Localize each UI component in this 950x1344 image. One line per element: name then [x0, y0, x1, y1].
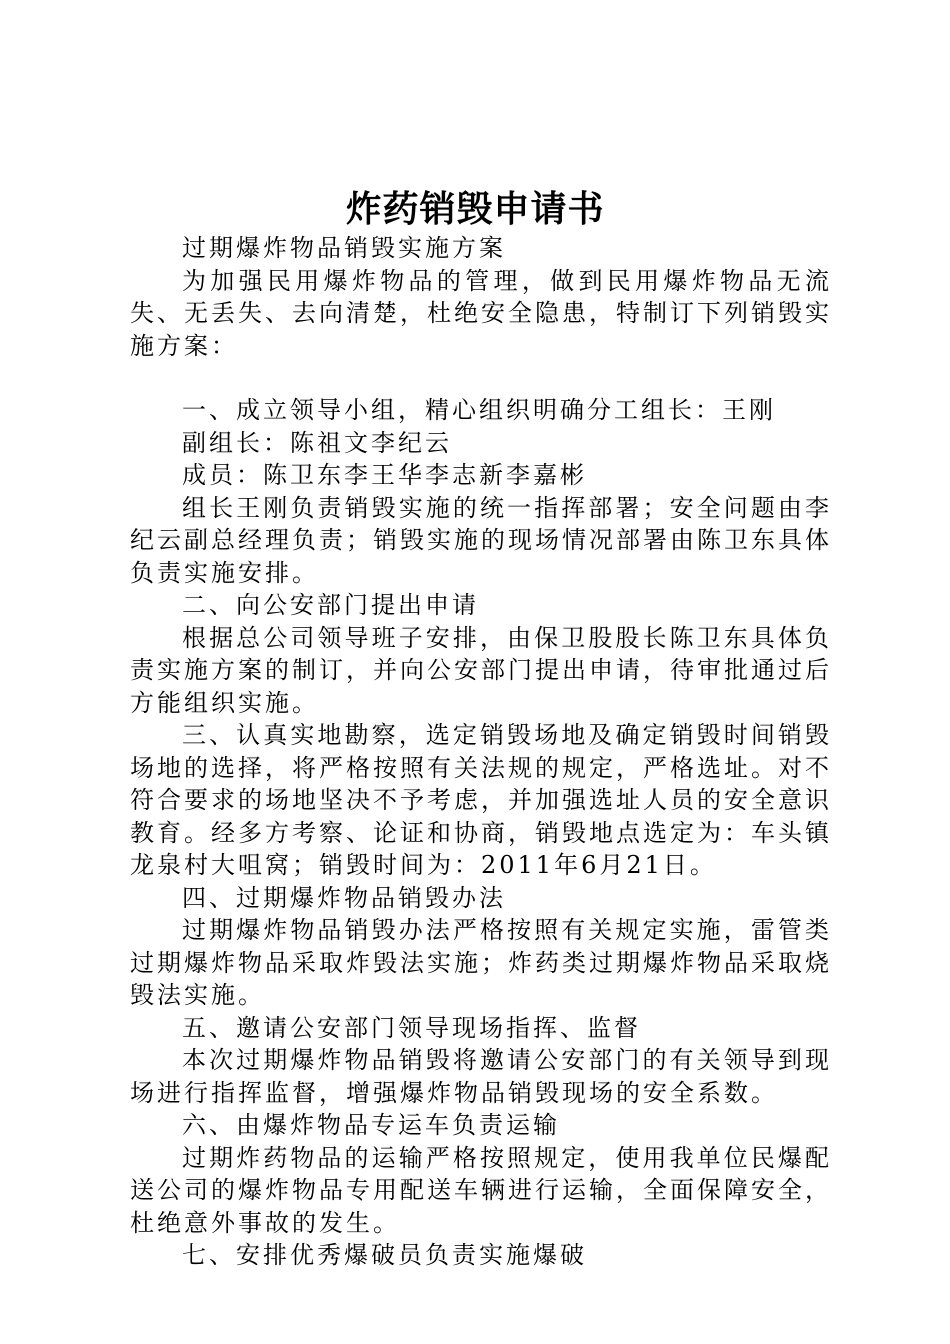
- document-body: [130, 232, 832, 1272]
- paragraph-intro: 为加强民用爆炸物品的管理，做到民用爆炸物品无流失、无丢失、去向清楚，杜绝安全隐患，特制订下列销毁实施方案：: [130, 266, 832, 360]
- paragraph-deputy-leaders: 副组长：陈祖文李纪云: [182, 428, 452, 457]
- paragraph-plan-heading: 过期爆炸物品销毁实施方案: [182, 234, 506, 262]
- paragraph-section-6-body: 过期炸药物品的运输严格按照规定，使用我单位民爆配送公司的爆炸物品专用配送车辆进行运输，全面保障安全，杜绝意外事故的发生。: [130, 1143, 832, 1237]
- paragraph-section-6-heading: 六、由爆炸物品专运车负责运输: [182, 1111, 560, 1139]
- paragraph-section-5-heading: 五、邀请公安部门领导现场指挥、监督: [182, 1013, 641, 1042]
- paragraph-section-3: 三、认真实地勘察，选定销毁场地及确定销毁时间销毁场地的选择，将严格按照有关法规的规定，严格选址。对不符合要求的场地坚决不予考虑，并加强选址人员的安全意识教育。经多方考察、论证和协商，销毁地点选定为：车头镇龙泉村大咀窝；销毁时间为：2011年6月21日。: [130, 721, 832, 879]
- paragraph-section-7-heading: 七、安排优秀爆破员负责实施爆破: [182, 1241, 587, 1269]
- paragraph-section-5-body: 本次过期爆炸物品销毁将邀请公安部门的有关领导到现场进行指挥监督，增强爆炸物品销毁现场的安全系数。: [130, 1046, 832, 1107]
- paragraph-responsibilities: 组长王刚负责销毁实施的统一指挥部署；安全问题由李纪云副总经理负责；销毁实施的现场情况部署由陈卫东具体负责实施安排。: [130, 493, 832, 587]
- paragraph-section-2-body: 根据总公司领导班子安排，由保卫股股长陈卫东具体负责实施方案的制订，并向公安部门提出申请，待审批通过后方能组织实施。: [130, 623, 832, 717]
- paragraph-section-1-heading: 一、成立领导小组，精心组织明确分工组长：王刚: [182, 396, 776, 424]
- paragraph-section-4-body: 过期爆炸物品销毁办法严格按照有关规定实施，雷管类过期爆炸物品采取炸毁法实施；炸药类过期爆炸物品采取烧毁法实施。: [130, 916, 832, 1009]
- paragraph-section-4-heading: 四、过期爆炸物品销毁办法: [182, 883, 506, 912]
- paragraph-section-2-heading: 二、向公安部门提出申请: [182, 591, 479, 619]
- document-title: 炸药销毁申请书: [345, 188, 605, 230]
- paragraph-members: 成员：陈卫东李王华李志新李嘉彬: [182, 461, 587, 489]
